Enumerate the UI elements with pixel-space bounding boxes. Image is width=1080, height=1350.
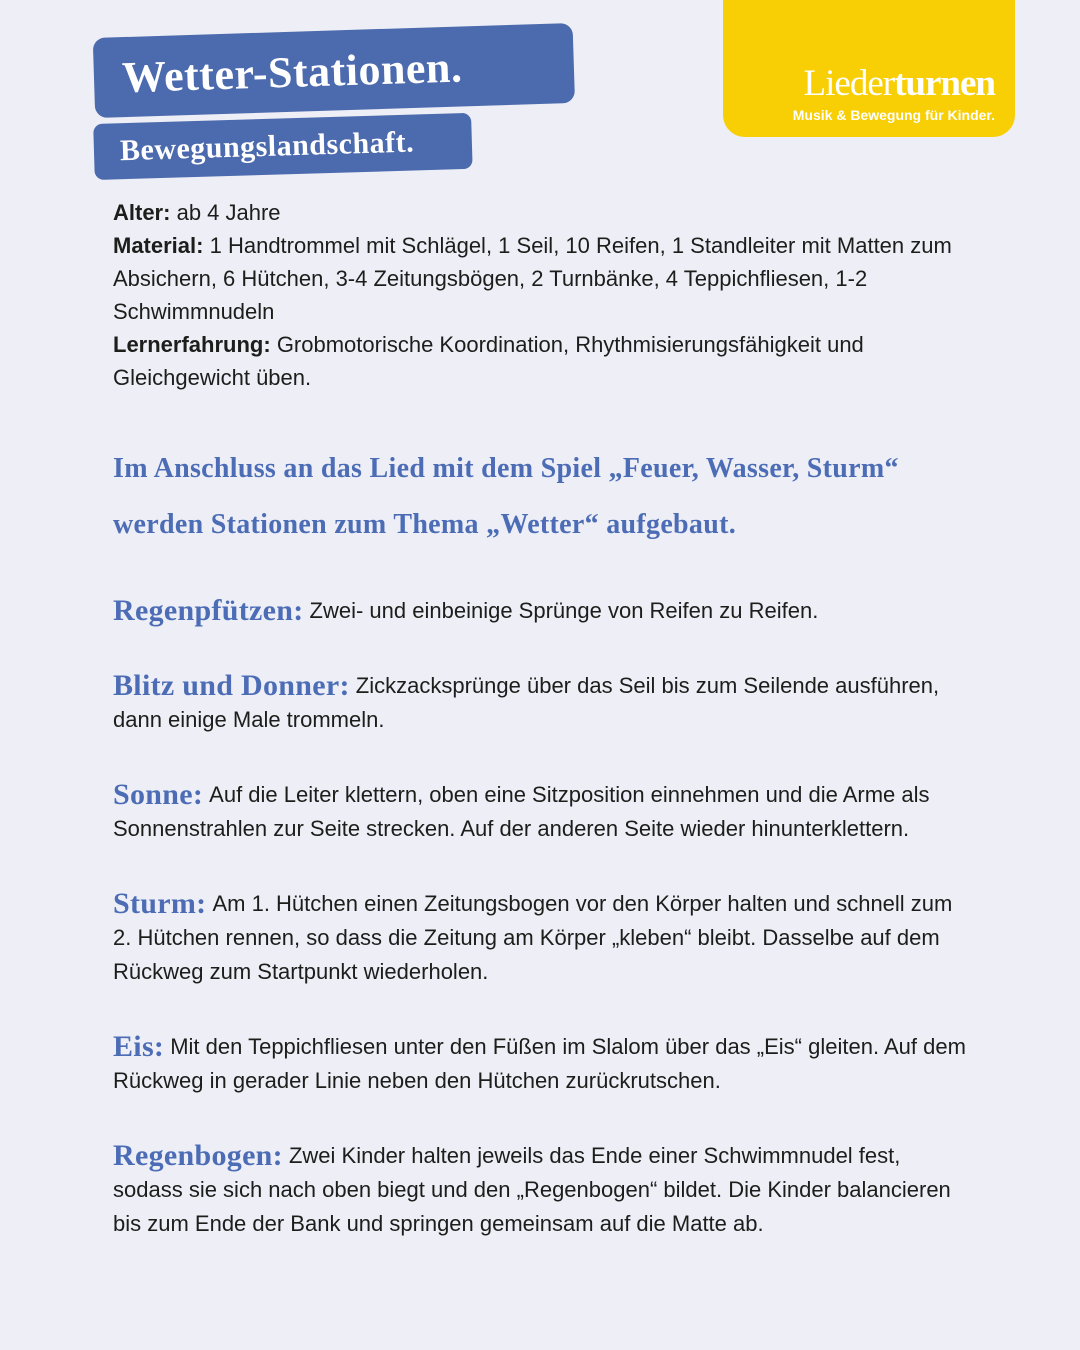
station-blitz-und-donner-title: Blitz und Donner: <box>113 669 350 702</box>
meta-alter <box>113 196 968 229</box>
station-regenbogen-text: Zwei Kinder halten jeweils das Ende einer Schwimmnudel fest, sodass sie sich nach oben biegt und den „Regenbogen“ bildet. Die Kinder balancieren bis zum Ende der Bank und springen gemeinsam auf die Matte ab. <box>113 1143 951 1236</box>
station-sonne <box>113 778 968 846</box>
station-regenpfuetzen <box>113 594 968 628</box>
station-sturm <box>113 887 968 989</box>
station-eis-text: Mit den Teppichfliesen unter den Füßen im Slalom über das „Eis“ gleiten. Auf dem Rückweg in gerader Linie neben den Hütchen zurückrutschen. <box>113 1034 966 1093</box>
logo-brand-bold: turnen <box>894 63 995 105</box>
meta-material <box>113 229 968 328</box>
station-eis <box>113 1030 968 1098</box>
logo-tagline: Musik & Bewegung für Kinder. <box>792 107 995 123</box>
station-sonne-text: Auf die Leiter klettern, oben eine Sitzposition einnehmen und die Arme als Sonnenstrahlen zur Seite strecken. Auf der anderen Seite wieder hinunterklettern. <box>113 782 930 841</box>
station-sonne-title: Sonne: <box>113 778 204 811</box>
page-subtitle: Bewegungslandschaft. <box>119 125 415 168</box>
station-blitz-und-donner <box>113 669 968 737</box>
station-sturm-text: Am 1. Hütchen einen Zeitungsbogen vor den Körper halten und schnell zum 2. Hütchen rennen, so dass die Zeitung am Körper „kleben“ bleibt. Dasselbe auf dem Rückweg zum Startpunkt wiederholen. <box>113 891 953 984</box>
meta-block <box>113 196 968 394</box>
station-regenbogen <box>113 1139 968 1241</box>
logo-brand <box>804 65 995 104</box>
meta-lernerfahrung <box>113 328 968 394</box>
content-area <box>113 196 968 1241</box>
intro-text: Im Anschluss an das Lied mit dem Spiel „Feuer, Wasser, Sturm“ werden Stationen zum Thema „Wetter“ aufgebaut. <box>113 453 899 540</box>
meta-alter-label: Alter: <box>113 200 171 225</box>
station-regenbogen-title: Regenbogen: <box>113 1139 283 1172</box>
meta-lernerfahrung-label: Lernerfahrung: <box>113 332 271 357</box>
meta-lernerfahrung-value: Grobmotorische Koordination, Rhythmisierungsfähigkeit und Gleichgewicht üben. <box>113 332 864 390</box>
station-eis-title: Eis: <box>113 1030 165 1063</box>
meta-material-value: 1 Handtrommel mit Schlägel, 1 Seil, 10 Reifen, 1 Standleiter mit Matten zum Absichern, 6 Hütchen, 3-4 Zeitungsbögen, 2 Turnbänke, 4 Teppichfliesen, 1-2 Schwimmnudeln <box>113 233 952 324</box>
station-regenpfuetzen-text: Zwei- und einbeinige Sprünge von Reifen zu Reifen. <box>309 598 819 623</box>
page-title-banner <box>93 23 575 118</box>
station-sturm-title: Sturm: <box>113 887 207 920</box>
station-blitz-und-donner-text: Zickzacksprünge über das Seil bis zum Seilende ausführen, dann einige Male trommeln. <box>113 673 940 732</box>
page-title: Wetter-Stationen. <box>121 41 464 102</box>
liederturnen-logo <box>723 0 1015 137</box>
meta-alter-value: ab 4 Jahre <box>176 200 281 225</box>
meta-material-label: Material: <box>113 233 204 258</box>
page-subtitle-banner <box>93 113 472 180</box>
station-regenpfuetzen-title: Regenpfützen: <box>113 594 304 627</box>
logo-brand-light: Lieder <box>803 63 895 105</box>
